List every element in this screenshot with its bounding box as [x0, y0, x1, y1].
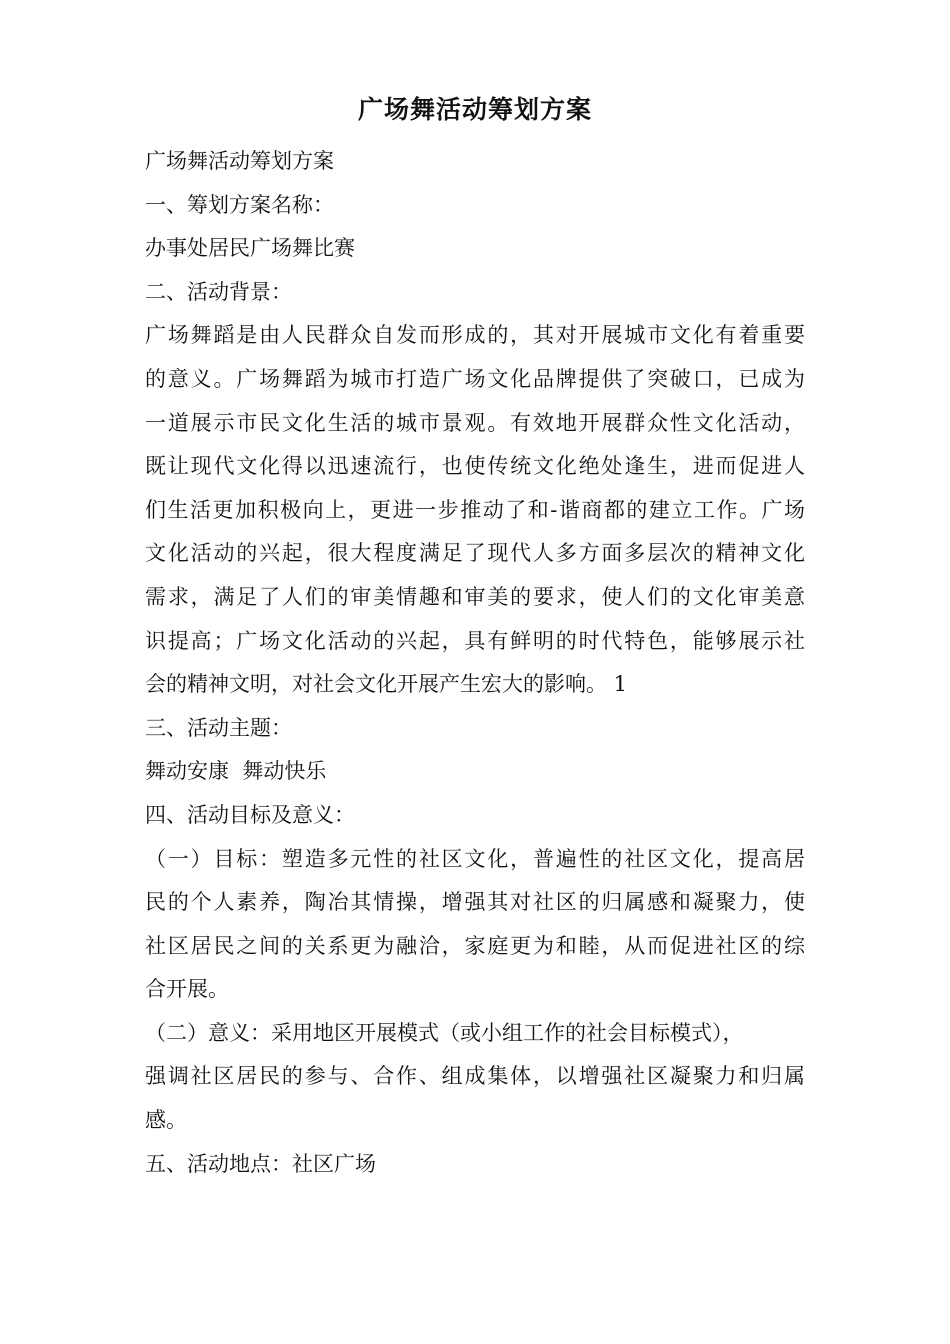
heading-theme: 三、活动主题：	[145, 715, 292, 740]
theme-text: 舞动安康 舞动快乐	[145, 759, 327, 784]
background-paragraph-line: 们生活更加积极向上，更进一步推动了和-谐商都的建立工作。广场	[145, 497, 805, 522]
document-title: 广场舞活动筹划方案	[357, 95, 592, 124]
goals-paragraph-line: 合开展。	[145, 977, 229, 1002]
background-paragraph-line: 广场舞蹈是由人民群众自发而形成的，其对开展城市文化有着重要	[145, 323, 805, 348]
goals-paragraph-line: 民的个人素养，陶冶其情操，增强其对社区的归属感和凝聚力，使	[145, 890, 805, 915]
body-line-subtitle: 广场舞活动筹划方案	[145, 149, 334, 173]
plan-name-text: 办事处居民广场舞比赛	[145, 236, 355, 261]
significance-paragraph-line: （二）意义：采用地区开展模式（或小组工作的社会目标模式），	[145, 1020, 744, 1045]
background-paragraph-line: 会的精神文明，对社会文化开展产生宏大的影响。 1	[145, 672, 628, 697]
significance-paragraph-line: 强调社区居民的参与、合作、组成集体，以增强社区凝聚力和归属	[145, 1064, 805, 1089]
heading-location: 五、活动地点：社区广场	[145, 1151, 376, 1176]
significance-paragraph-line: 感。	[145, 1108, 187, 1133]
background-paragraph-line: 一道展示市民文化生活的城市景观。有效地开展群众性文化活动，	[145, 410, 805, 435]
heading-plan-name: 一、筹划方案名称：	[145, 192, 334, 217]
heading-goals: 四、活动目标及意义：	[145, 802, 355, 827]
background-paragraph-line: 需求，满足了人们的审美情趣和审美的要求，使人们的文化审美意	[145, 584, 805, 609]
goals-paragraph-line: 社区居民之间的关系更为融洽，家庭更为和睦，从而促进社区的综	[145, 933, 805, 958]
heading-background: 二、活动背景：	[145, 279, 292, 304]
background-paragraph-line: 识提高；广场文化活动的兴起，具有鲜明的时代特色，能够展示社	[145, 628, 805, 653]
background-paragraph-line: 既让现代文化得以迅速流行，也使传统文化绝处逢生，进而促进人	[145, 454, 805, 479]
document-body	[145, 140, 805, 1186]
background-paragraph-line: 文化活动的兴起，很大程度满足了现代人多方面多层次的精神文化	[145, 541, 805, 566]
goals-paragraph-line: （一）目标：塑造多元性的社区文化，普遍性的社区文化，提高居	[145, 846, 805, 871]
background-paragraph-line: 的意义。广场舞蹈为城市打造广场文化品牌提供了突破口，已成为	[145, 366, 805, 391]
